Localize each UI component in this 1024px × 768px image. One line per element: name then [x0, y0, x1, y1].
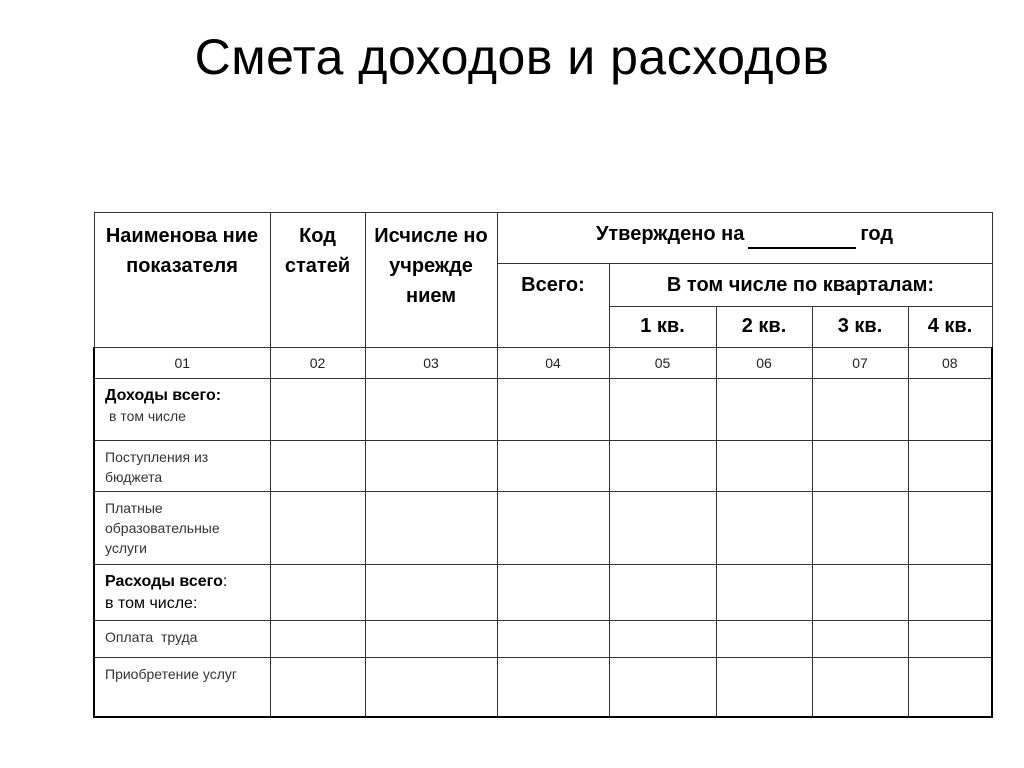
- input-cell[interactable]: [908, 565, 992, 621]
- input-cell[interactable]: [609, 621, 716, 658]
- input-cell[interactable]: [908, 492, 992, 565]
- row-label-services: Приобретение услуг: [94, 658, 270, 717]
- header-total-text: Всего:: [521, 274, 585, 296]
- input-cell[interactable]: [497, 441, 609, 492]
- input-cell[interactable]: [716, 621, 812, 658]
- header-total: [497, 264, 609, 348]
- input-cell[interactable]: [812, 621, 908, 658]
- header-q4: 4 кв.: [908, 307, 992, 348]
- row-label-income-total: [94, 379, 270, 441]
- input-cell[interactable]: [270, 658, 365, 717]
- column-code-04: 04: [497, 348, 609, 379]
- header-calculated-text: Исчисле но учрежде нием: [374, 225, 488, 307]
- input-cell[interactable]: [908, 658, 992, 717]
- header-quarters-group: [609, 264, 992, 307]
- input-cell[interactable]: [812, 379, 908, 441]
- input-cell[interactable]: [812, 658, 908, 717]
- input-cell[interactable]: [270, 621, 365, 658]
- header-q3: 3 кв.: [812, 307, 908, 348]
- row-label-paid-services: Платные образовательные услуги: [94, 492, 270, 565]
- input-cell[interactable]: [716, 441, 812, 492]
- year-blank-line: [748, 227, 856, 249]
- header-article-code: [270, 213, 365, 348]
- column-code-02: 02: [270, 348, 365, 379]
- row-label-salary: Оплата труда: [94, 621, 270, 658]
- table-row-services: [94, 658, 992, 717]
- input-cell[interactable]: [812, 565, 908, 621]
- input-cell[interactable]: [908, 621, 992, 658]
- header-approved-prefix: Утверждено на: [595, 223, 745, 245]
- input-cell[interactable]: [812, 441, 908, 492]
- row-label-expense-total: [94, 565, 270, 621]
- input-cell[interactable]: [270, 379, 365, 441]
- column-code-07: 07: [812, 348, 908, 379]
- input-cell[interactable]: [908, 379, 992, 441]
- input-cell[interactable]: [609, 441, 716, 492]
- header-quarters-group-text: В том числе по кварталам:: [666, 274, 935, 296]
- column-code-01: 01: [94, 348, 270, 379]
- expense-total-colon: :: [222, 573, 228, 590]
- input-cell[interactable]: [270, 565, 365, 621]
- header-q1: 1 кв.: [609, 307, 716, 348]
- header-q2: 2 кв.: [716, 307, 812, 348]
- expense-total-bold: Расходы всего: [105, 573, 223, 590]
- table-row-income-total: [94, 379, 992, 441]
- input-cell[interactable]: [365, 658, 497, 717]
- input-cell[interactable]: [812, 492, 908, 565]
- input-cell[interactable]: [716, 565, 812, 621]
- input-cell[interactable]: [497, 621, 609, 658]
- input-cell[interactable]: [609, 379, 716, 441]
- input-cell[interactable]: [365, 379, 497, 441]
- income-total-sublabel: в том числе: [109, 408, 186, 424]
- column-code-08: 08: [908, 348, 992, 379]
- header-approved: [497, 213, 992, 264]
- page-title: Смета доходов и расходов: [194, 29, 830, 85]
- column-code-06: 06: [716, 348, 812, 379]
- header-approved-suffix: год: [860, 223, 894, 245]
- input-cell[interactable]: [497, 565, 609, 621]
- row-label-budget: Поступления из бюджета: [94, 441, 270, 492]
- input-cell[interactable]: [365, 492, 497, 565]
- header-indicator-name: [94, 213, 270, 348]
- header-calculated: [365, 213, 497, 348]
- input-cell[interactable]: [497, 492, 609, 565]
- column-code-03: 03: [365, 348, 497, 379]
- input-cell[interactable]: [609, 492, 716, 565]
- input-cell[interactable]: [497, 658, 609, 717]
- header-article-code-text: Код статей: [284, 225, 351, 277]
- expense-total-sublabel: в том числе:: [105, 595, 198, 612]
- table-row-expense-total: [94, 565, 992, 621]
- input-cell[interactable]: [497, 379, 609, 441]
- input-cell[interactable]: [365, 441, 497, 492]
- input-cell[interactable]: [270, 441, 365, 492]
- input-cell[interactable]: [908, 441, 992, 492]
- input-cell[interactable]: [365, 565, 497, 621]
- income-total-label: Доходы всего:: [105, 387, 222, 404]
- input-cell[interactable]: [716, 492, 812, 565]
- table-row-budget: [94, 441, 992, 492]
- input-cell[interactable]: [716, 658, 812, 717]
- column-code-05: 05: [609, 348, 716, 379]
- estimate-table: [93, 212, 993, 718]
- input-cell[interactable]: [365, 621, 497, 658]
- input-cell[interactable]: [609, 658, 716, 717]
- table-row-salary: [94, 621, 992, 658]
- input-cell[interactable]: [609, 565, 716, 621]
- table-row-paid-services: [94, 492, 992, 565]
- header-indicator-name-text: Наименова ние показателя: [105, 225, 259, 277]
- input-cell[interactable]: [716, 379, 812, 441]
- expense-total-label: [105, 573, 227, 590]
- input-cell[interactable]: [270, 492, 365, 565]
